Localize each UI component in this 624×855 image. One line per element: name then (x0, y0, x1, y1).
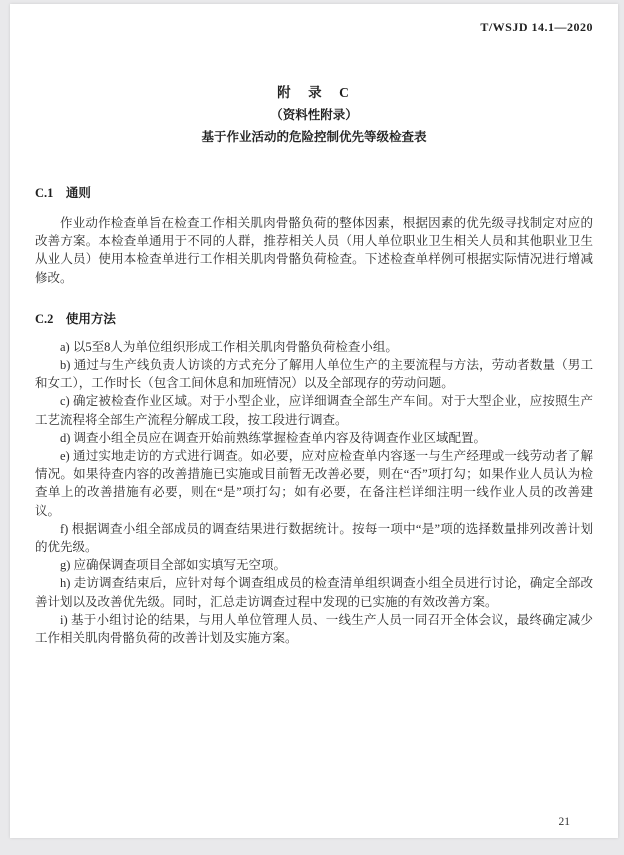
list-item-h: h) 走访调查结束后，应针对每个调查组成员的检查清单组织调查小组全员进行讨论，确定全部改善计划以及改善优先级。同时，汇总走访调查过程中发现的已实施的有效改善方案。 (35, 576, 593, 609)
appendix-title: 附 录 C (277, 85, 351, 100)
section-c1-paragraph: 作业动作检查单旨在检查工作相关肌肉骨骼负荷的整体因素，根据因素的优先级寻找制定对应的改善方案。本检查单通用于不同的人群，推荐相关人员（用人单位职业卫生相关人员和其他职业卫生从业人员）使用本检查单进行工作相关肌肉骨骼负荷检查。下述检查单样例可根据实际情况进行增减修改。 (35, 216, 593, 285)
list-item-f: f) 根据调查小组全部成员的调查结果进行数据统计。按每一项中“是”项的选择数量排列改善计划的优先级。 (35, 521, 593, 555)
list-item-e: e) 通过实地走访的方式进行调查。如必要，应对应检查单内容逐一与生产经理或一线劳动者了解情况。如果待查内容的改善措施已实施或目前暂无改善必要，则在“否”项打勾；如果作业人员认为检查单上的改善措施有必要，则在“是”项打勾；如有必要，在备注栏详细注明一线作业人员的改善建议。 (35, 449, 593, 518)
appendix-name: 基于作业活动的危险控制优先等级检查表 (201, 130, 427, 144)
list-item-g: g) 应确保调查项目全部如实填写无空项。 (60, 558, 287, 573)
list-item-i: i) 基于小组讨论的结果，与用人单位管理人员、一线生产人员一同召开全体会议，最终确定减少工作相关肌肉骨骼负荷的改善计划及实施方案。 (35, 612, 593, 646)
list-item-b: b) 通过与生产线负责人访谈的方式充分了解用人单位生产的主要流程与方法，劳动者数量（男工和女工），工作时长（包含工间休息和加班情况）以及全部现存的劳动问题。 (35, 358, 593, 391)
list-item-c: c) 确定被检查作业区域。对于小型企业，应详细调查全部生产车间。对于大型企业，应按照生产工艺流程将全部生产流程分解成工段，按工段进行调查。 (35, 394, 593, 427)
list-item-d: d) 调查小组全员应在调查开始前熟练掌握检查单内容及待调查作业区域配置。 (60, 430, 487, 445)
section-c2-list (35, 338, 593, 647)
standard-number: T/WSJD 14.1—2020 (480, 20, 593, 34)
appendix-type: （资料性附录） (270, 108, 358, 122)
section-c1-heading: C.1 通则 (35, 186, 91, 200)
section-c2-heading: C.2 使用方法 (35, 311, 116, 326)
page-number: 21 (558, 816, 570, 828)
page-header (35, 20, 593, 35)
list-item-a: a) 以5至8人为单位组织形成工作相关肌肉骨骼负荷检查小组。 (60, 339, 398, 354)
document-page (10, 4, 618, 838)
appendix-title-block (35, 81, 593, 145)
